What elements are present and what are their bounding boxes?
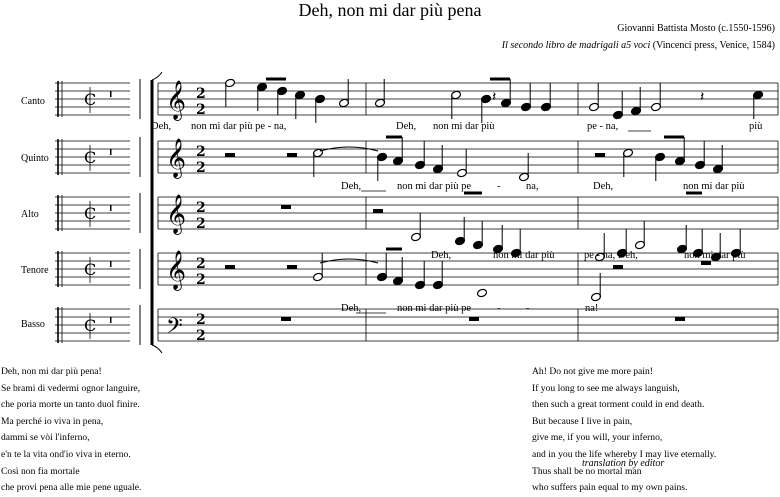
time-signature-top: 2 (196, 256, 206, 272)
mensuration-sign: C (84, 316, 97, 335)
source-title: Il secondo libro de madrigali a5 voci (501, 40, 651, 51)
time-signature-bottom: 2 (196, 272, 206, 288)
lyric-quinto-2: non mi dar più pe (397, 181, 472, 192)
time-signature-bottom: 2 (196, 160, 206, 176)
lyric-alto-3: pe - na, Deh, (584, 250, 638, 261)
poem-line: che poria morte un tanto duol finire. (1, 399, 140, 411)
rest (701, 261, 711, 265)
page-title: Deh, non mi dar più pena (298, 0, 482, 20)
lyric-tenore-3: - (497, 303, 501, 314)
quarter-rest-icon: 𝄽 (700, 89, 705, 105)
poem-line: Ah! Do not give me more pain! (532, 366, 653, 377)
lyric-quinto-1: Deh, (341, 181, 362, 192)
rest (675, 317, 685, 321)
rest (373, 209, 383, 213)
poem-line: But because I live in pain, (532, 415, 633, 427)
lyric-canto-5: pe - na, (587, 121, 619, 132)
lyric-tenore-1: Deh, (341, 303, 362, 314)
time-signature-bottom: 2 (196, 216, 206, 232)
voice-name-tenore: Tenore (21, 265, 49, 276)
voice-name-alto: Alto (21, 209, 39, 220)
treble-clef-icon: 𝄞 (166, 80, 187, 120)
treble-clef-icon: 𝄞 (166, 138, 187, 178)
bass-clef-icon: 𝄢 (166, 314, 183, 344)
rest (281, 205, 291, 209)
poem-english (532, 364, 716, 497)
rest (595, 153, 605, 157)
time-signature-top: 2 (196, 200, 206, 216)
lyric-tenore-5: na! (585, 303, 599, 314)
voice-name-basso: Basso (21, 319, 45, 330)
lyric-quinto-5: Deh, (593, 181, 614, 192)
quarter-rest-icon: 𝄽 (492, 89, 497, 105)
poem-line: Ma perché io viva in pena, (1, 415, 104, 427)
mensuration-sign: C (84, 148, 97, 167)
rest (287, 265, 297, 269)
poem-line: e'n te la vita ond'io viva in eterno. (1, 448, 131, 460)
poem-line: Se brami di vedermi ognor languire, (1, 382, 141, 394)
lyric-canto-4: non mi dar più (433, 121, 495, 132)
time-signature-top: 2 (196, 86, 206, 102)
lyric-canto-1: Deh, (151, 121, 172, 132)
note-head (477, 288, 488, 298)
rest (469, 317, 479, 321)
time-signature-top: 2 (196, 144, 206, 160)
rest (225, 265, 235, 269)
source-publisher: (Vincenci press, Venice, 1584) (650, 40, 775, 51)
lyric-alto-1: Deh, (431, 250, 452, 261)
time-signature-bottom: 2 (196, 102, 206, 118)
poem-line: Thus shall be no mortal man (532, 465, 642, 477)
mensuration-sign: C (84, 90, 97, 109)
rest (281, 317, 291, 321)
poem-line: who suffers pain equal to my own pains. (532, 482, 688, 494)
voice-name-canto: Canto (21, 96, 45, 107)
lyric-canto-2: non mi dar più pe - na, (191, 121, 287, 132)
poem-italian (1, 364, 141, 497)
poem-line: If you long to see me always languish, (532, 382, 680, 394)
poem-line: che provi pena alle mie pene uguale. (1, 482, 142, 494)
translation-credit: translation by editor (582, 458, 665, 469)
poem-line: give me, if you will, your inferno, (532, 432, 663, 444)
lyric-tenore-2: non mi dar più pe (397, 303, 472, 314)
poem-line: Così non fia mortale (1, 465, 80, 477)
treble-clef-icon: 𝄞 (166, 194, 187, 234)
time-signature-top: 2 (196, 312, 206, 328)
time-signature-bottom: 2 (196, 328, 206, 344)
mensuration-sign: C (84, 260, 97, 279)
poem-line: Deh, non mi dar più pena! (1, 366, 102, 377)
lyric-alto-2: non mi dar più (493, 250, 555, 261)
lyric-quinto-3: - (497, 181, 501, 192)
poem-line: dammi se vòi l'inferno, (1, 432, 90, 444)
voice-name-quinto: Quinto (21, 153, 49, 164)
lyric-alto-4: non mi dar più (684, 250, 746, 261)
poem-line: then such a great torment could in end death. (532, 399, 705, 411)
lyric-canto-6: più (749, 121, 763, 132)
rest (613, 265, 623, 269)
lyric-quinto-6: non mi dar più (683, 181, 745, 192)
rest (287, 153, 297, 157)
lyric-quinto-4: na, (526, 181, 539, 192)
treble-clef-icon: 𝄞 (166, 250, 187, 290)
composer-credit: Giovanni Battista Mosto (c.1550-1596) (617, 23, 775, 34)
rest (225, 153, 235, 157)
poem-line: and in you the life whereby I may live eternally. (532, 448, 717, 460)
lyric-tenore-4: - (526, 303, 530, 314)
lyric-canto-3: Deh, (396, 121, 417, 132)
mensuration-sign: C (84, 204, 97, 223)
